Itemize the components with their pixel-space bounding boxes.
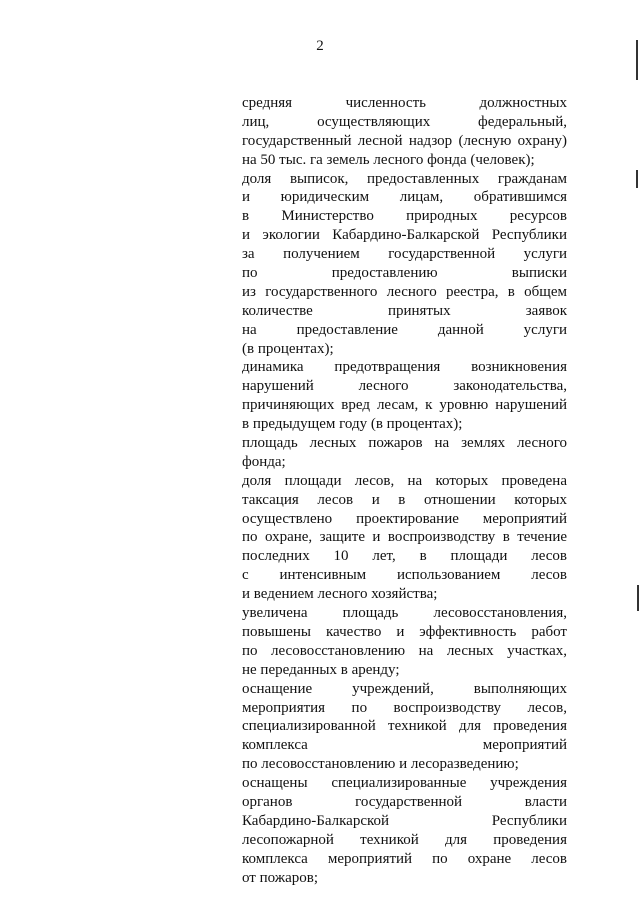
text-line: повышены качество и эффективность работ bbox=[242, 623, 567, 640]
document-body bbox=[242, 94, 567, 887]
text-line: площадь лесных пожаров на землях лесного bbox=[242, 435, 567, 452]
text-line: причиняющих вред лесам, к уровню нарушений bbox=[242, 397, 567, 414]
text-line: средняя численность должностных bbox=[242, 95, 567, 111]
text-line: за получением государственной услуги bbox=[242, 246, 567, 263]
scan-edge-mark bbox=[636, 170, 638, 188]
text-line: осуществлено проектирование мероприятий bbox=[242, 510, 567, 527]
text-line: от пожаров; bbox=[242, 869, 319, 886]
text-line: по охране, защите и воспроизводству в течение bbox=[242, 529, 567, 546]
text-line: (в процентах); bbox=[242, 340, 334, 357]
text-line: из государственного лесного реестра, в общем bbox=[242, 283, 567, 300]
text-line: государственный лесной надзор (лесную охрану) bbox=[242, 132, 567, 149]
text-line: доля площади лесов, на которых проведена bbox=[242, 472, 567, 489]
text-line: с интенсивным использованием лесов bbox=[242, 567, 567, 584]
text-line: в Министерство природных ресурсов bbox=[242, 208, 567, 225]
page-number: 2 bbox=[316, 38, 324, 54]
text-line: в предыдущем году (в процентах); bbox=[242, 416, 463, 433]
text-line: и экологии Кабардино-Балкарской Республики bbox=[242, 227, 567, 244]
text-line: органов государственной власти bbox=[242, 793, 567, 810]
text-line: лесопожарной техникой для проведения bbox=[242, 831, 567, 848]
scan-edge-mark bbox=[637, 585, 639, 611]
text-line: оснащены специализированные учреждения bbox=[242, 775, 567, 792]
text-line: на 50 тыс. га земель лесного фонда (человек); bbox=[242, 151, 535, 168]
text-line: доля выписок, предоставленных гражданам bbox=[242, 170, 567, 187]
text-line: не переданных в аренду; bbox=[242, 661, 400, 678]
text-line: на предоставление данной услуги bbox=[242, 321, 567, 338]
text-line: по предоставлению выписки bbox=[242, 265, 567, 282]
text-line: специализированной техникой для проведения bbox=[242, 718, 567, 735]
text-line: таксация лесов и в отношении которых bbox=[242, 491, 567, 508]
text-line: фонда; bbox=[242, 453, 286, 470]
text-line: нарушений лесного законодательства, bbox=[242, 378, 567, 395]
text-line: комплекса мероприятий по охране лесов bbox=[242, 850, 567, 867]
text-line: увеличена площадь лесовосстановления, bbox=[242, 605, 567, 622]
text-line: оснащение учреждений, выполняющих bbox=[242, 680, 567, 697]
text-line: динамика предотвращения возникновения bbox=[242, 359, 567, 376]
text-line: и ведением лесного хозяйства; bbox=[242, 586, 438, 603]
text-line: по лесовосстановлению на лесных участках, bbox=[242, 642, 567, 659]
text-line: количестве принятых заявок bbox=[242, 302, 567, 319]
text-line: последних 10 лет, в площади лесов bbox=[242, 548, 567, 565]
text-line: и юридическим лицам, обратившимся bbox=[242, 189, 567, 206]
text-line: комплекса мероприятий bbox=[242, 737, 567, 754]
text-line: мероприятия по воспроизводству лесов, bbox=[242, 699, 567, 716]
scan-edge-mark bbox=[636, 40, 638, 80]
text-line: лиц, осуществляющих федеральный, bbox=[242, 113, 567, 130]
text-line: Кабардино-Балкарской Республики bbox=[242, 812, 567, 829]
text-line: по лесовосстановлению и лесоразведению; bbox=[242, 756, 519, 773]
